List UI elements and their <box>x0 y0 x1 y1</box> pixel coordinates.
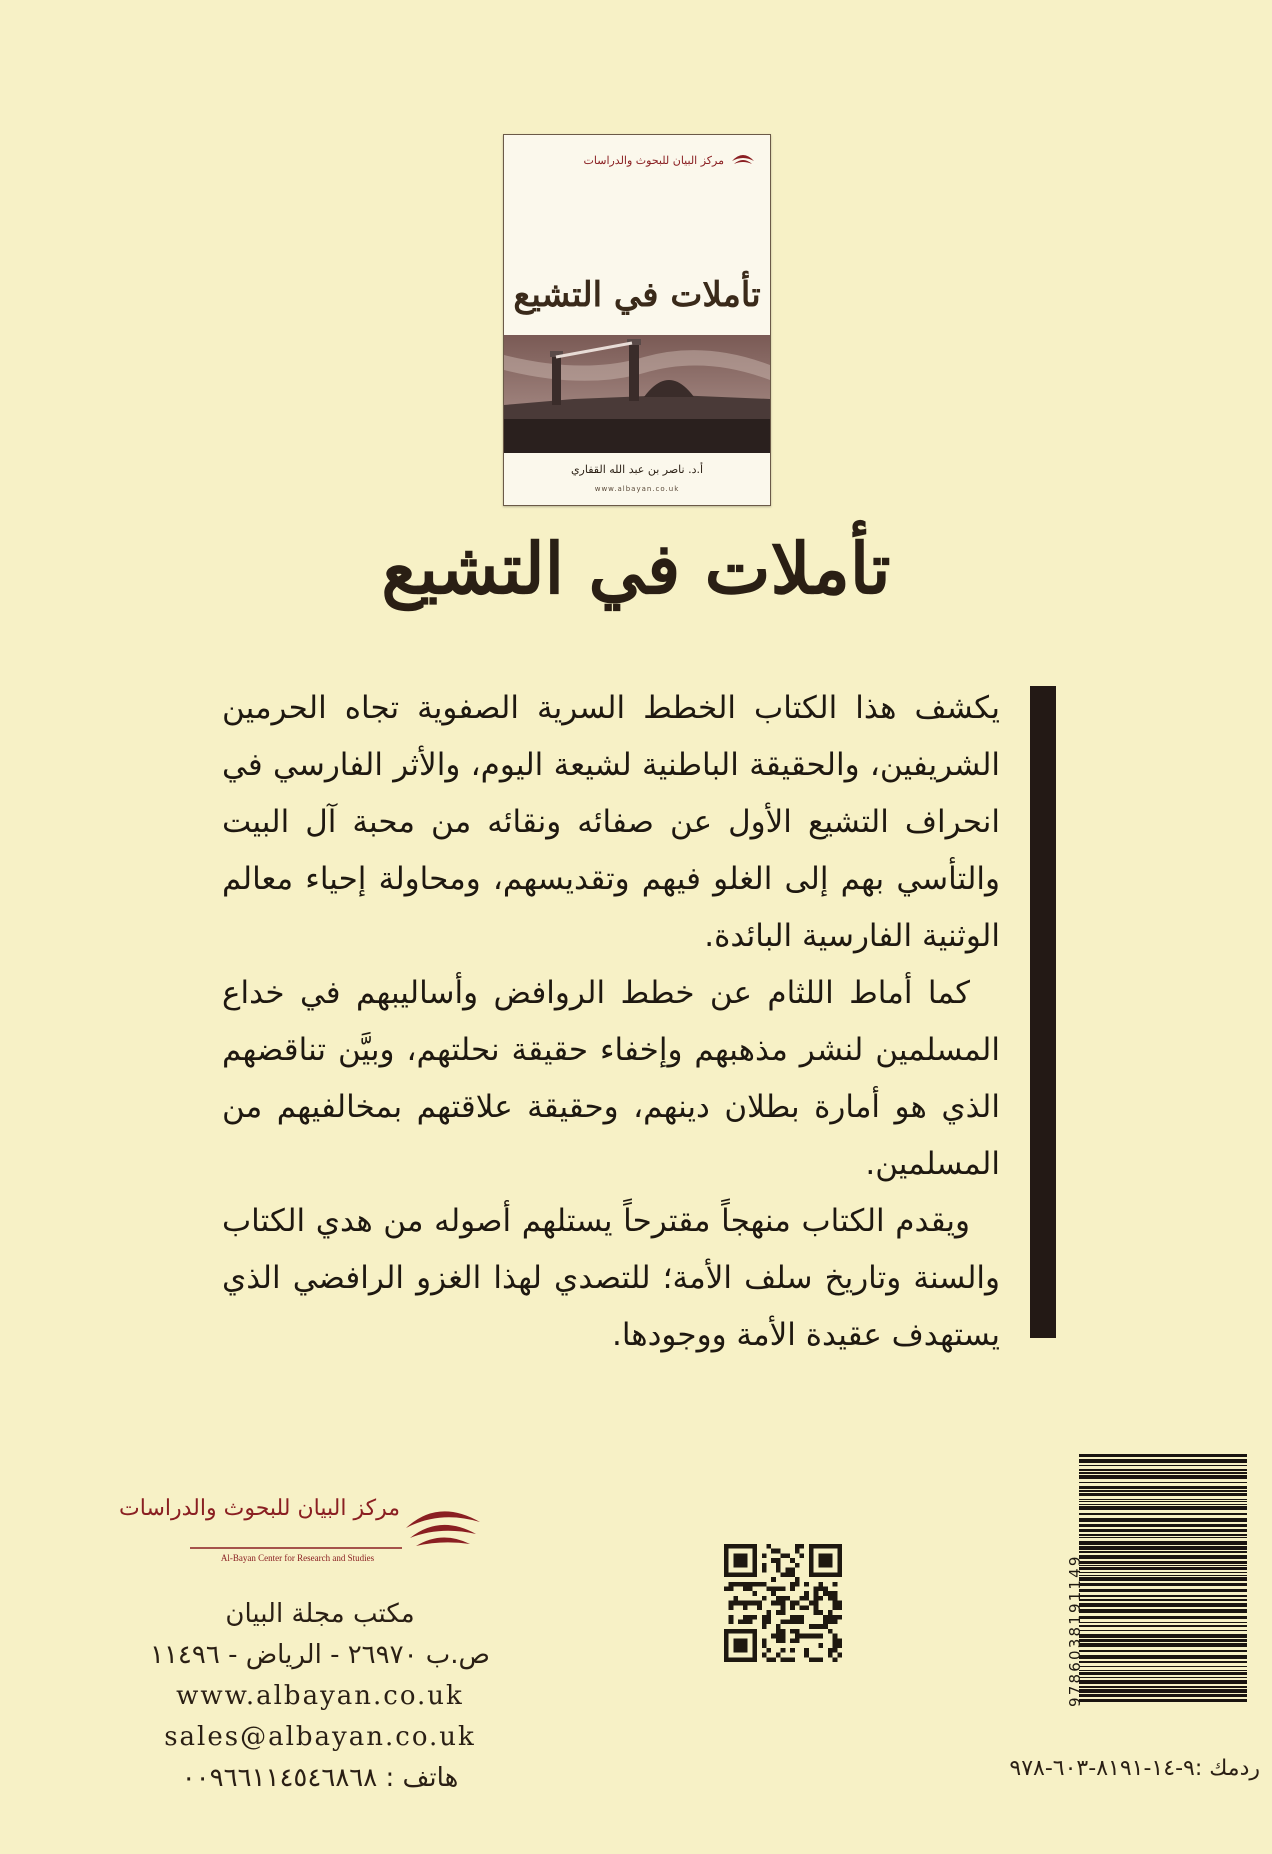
cover-url: www.albayan.co.uk <box>594 485 680 493</box>
isbn-barcode <box>1079 1452 1247 1707</box>
vertical-rule <box>1030 686 1056 1338</box>
cover-thumbnail <box>503 134 771 506</box>
website-link[interactable]: www.albayan.co.uk <box>176 1681 464 1711</box>
email-link[interactable]: sales@albayan.co.uk <box>164 1722 476 1752</box>
book-title: تأملات في التشيع <box>381 527 891 610</box>
po-box: ص.ب ٢٦٩٧٠ - الرياض - ١١٤٩٦ <box>149 1640 490 1670</box>
isbn-label: ردمك :٩-١٤-٨١٩١-٦٠٣-٩٧٨ <box>1009 1756 1260 1781</box>
description-paragraph: ويقدم الكتاب منهجاً مقترحاً يستلهم أصوله من هدي الكتاب والسنة وتاريخ سلف الأمة؛ للتصدي لهذا الغزو الرافضي الذي يستهدف عقيدة الأمة ووجودها. <box>222 1203 1000 1353</box>
office-name: مكتب مجلة البيان <box>225 1599 415 1629</box>
publisher-contact <box>120 1594 520 1799</box>
cover-title: تأملات في التشيع <box>513 275 761 315</box>
book-description <box>222 680 1000 1364</box>
cover-publisher <box>584 151 756 169</box>
qr-code-icon[interactable] <box>724 1544 842 1662</box>
shrine-photo <box>504 335 770 453</box>
description-paragraph: كما أماط اللثام عن خطط الروافض وأساليبهم في خداع المسلمين لنشر مذهبهم وإخفاء حقيقة نحلتهم، وبيَّن تناقضهم الذي هو أمارة بطلان دينهم، وحقيقة علاقتهم بمخالفيهم من المسلمين. <box>222 975 1000 1182</box>
barcode-digits: 9786038191149 <box>1066 1554 1084 1707</box>
description-paragraph: يكشف هذا الكتاب الخطط السرية الصفوية تجاه الحرمين الشريفين، والحقيقة الباطنية لشيعة اليوم، والأثر الفارسي في انحراف التشيع الأول عن صفائه ونقائه من محبة آل البيت والتأسي بهم إلى الغلو فيهم وتقديسهم، ومحاولة إحياء معالم الوثنية الفارسية البائدة. <box>222 690 1000 954</box>
cover-author: أ.د. ناصر بن عبد الله القفاري <box>570 463 704 476</box>
publisher-logo-icon <box>730 151 756 169</box>
cover-publisher-name: مركز البيان للبحوث والدراسات <box>583 153 724 167</box>
publisher-name-en: Al-Bayan Center for Research and Studies <box>220 1553 375 1563</box>
phone-number: هاتف : ٠٠٩٦٦١١٤٥٤٦٨٦٨ <box>181 1763 459 1793</box>
publisher-name-ar: مركز البيان للبحوث والدراسات <box>119 1496 400 1521</box>
